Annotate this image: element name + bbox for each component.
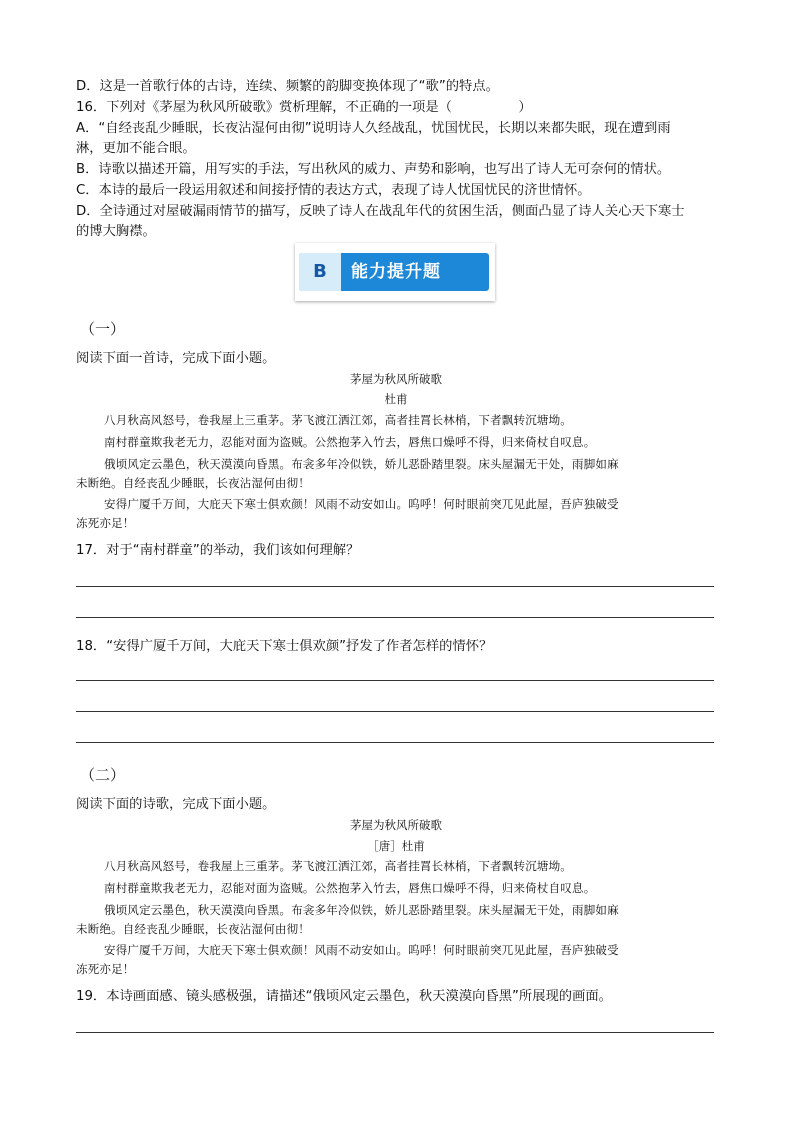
part1-instruction: 阅读下面一首诗，完成下面小题。 bbox=[76, 351, 276, 366]
part2-poem-line: 南村群童欺我老无力，忍能对面为盗贼。公然抱茅入竹去，唇焦口燥呼不得，归来倚杖自叹息。 bbox=[104, 881, 596, 895]
q17-answer-line[interactable] bbox=[76, 617, 714, 618]
part2-poem-line: 安得广厦千万间，大庇天下寒士俱欢颜！风雨不动安如山。呜呼！何时眼前突兀见此屋，吾庐独破受 bbox=[104, 943, 619, 957]
part2-instruction: 阅读下面的诗歌，完成下面小题。 bbox=[76, 797, 276, 812]
part2-poem-line: 俄顷风定云墨色，秋天漠漠向昏黑。布衾多年冷似铁，娇儿恶卧踏里裂。床头屋漏无干处，雨脚如麻 bbox=[104, 903, 619, 917]
badge-letter: B bbox=[299, 253, 341, 291]
part2-heading: （二） bbox=[80, 766, 126, 784]
q16-option-d: D．全诗通过对屋破漏雨情节的描写，反映了诗人在战乱年代的贫困生活，侧面凸显了诗人关心天下寒士 bbox=[76, 204, 685, 219]
q16-option-d-cont: 的博大胸襟。 bbox=[76, 224, 156, 239]
q16-option-c: C．本诗的最后一段运用叙述和间接抒情的表达方式，表现了诗人忧国忧民的济世情怀。 bbox=[76, 183, 591, 198]
q16-option-a: A．“自经丧乱少睡眠，长夜沾湿何由彻”说明诗人久经战乱，忧国忧民，长期以来都失眠，现在遭到雨 bbox=[76, 121, 671, 136]
section-badge bbox=[295, 243, 495, 301]
part1-poem-line: 安得广厦千万间，大庇天下寒士俱欢颜！风雨不动安如山。呜呼！何时眼前突兀见此屋，吾庐独破受 bbox=[104, 497, 619, 511]
q17-answer-line[interactable] bbox=[76, 586, 714, 587]
part2-poem-title: 茅屋为秋风所破歌 bbox=[350, 818, 442, 832]
q19-answer-line[interactable] bbox=[76, 1032, 714, 1033]
part1-poem-title: 茅屋为秋风所破歌 bbox=[350, 372, 442, 386]
part1-poem-line: 俄顷风定云墨色，秋天漠漠向昏黑。布衾多年冷似铁，娇儿恶卧踏里裂。床头屋漏无干处，雨脚如麻 bbox=[104, 457, 619, 471]
q19-stem: 19．本诗画面感、镜头感极强，请描述“俄顷风定云墨色，秋天漠漠向昏黑”所展现的画面。 bbox=[76, 989, 612, 1004]
part1-poem-line: 南村群童欺我老无力，忍能对面为盗贼。公然抱茅入竹去，唇焦口燥呼不得，归来倚杖自叹息。 bbox=[104, 435, 596, 449]
part1-poem-author: 杜甫 bbox=[384, 392, 408, 406]
part2-poem-author: ［唐］杜甫 bbox=[367, 839, 425, 853]
part2-poem-line: 未断绝。自经丧乱少睡眠，长夜沾湿何由彻！ bbox=[76, 922, 310, 936]
part2-poem-line: 八月秋高风怒号，卷我屋上三重茅。茅飞渡江洒江郊，高者挂罥长林梢，下者飘转沉塘坳。 bbox=[104, 859, 572, 873]
q18-answer-line[interactable] bbox=[76, 742, 714, 743]
part1-poem-line: 未断绝。自经丧乱少睡眠，长夜沾湿何由彻！ bbox=[76, 476, 310, 490]
q16-option-b: B．诗歌以描述开篇，用写实的手法，写出秋风的威力、声势和影响，也写出了诗人无可奈何的情状。 bbox=[76, 162, 671, 177]
q18-answer-line[interactable] bbox=[76, 680, 714, 681]
badge-title: 能力提升题 bbox=[351, 262, 441, 282]
part1-poem-line: 冻死亦足！ bbox=[76, 516, 135, 530]
q17-stem: 17．对于“南村群童”的举动，我们该如何理解？ bbox=[76, 543, 360, 558]
q15-option-d: D．这是一首歌行体的古诗，连续、频繁的韵脚变换体现了“歌”的特点。 bbox=[76, 79, 499, 94]
q18-answer-line[interactable] bbox=[76, 711, 714, 712]
part2-poem-line: 冻死亦足！ bbox=[76, 962, 135, 976]
q16-stem: 16．下列对《茅屋为秋风所破歌》赏析理解，不正确的一项是（ ） bbox=[76, 100, 532, 115]
part1-heading: （一） bbox=[80, 320, 126, 338]
q16-option-a-cont: 淋，更加不能合眼。 bbox=[76, 141, 196, 156]
q18-stem: 18．“安得广厦千万间，大庇天下寒士俱欢颜”抒发了作者怎样的情怀？ bbox=[76, 639, 493, 654]
part1-poem-line: 八月秋高风怒号，卷我屋上三重茅。茅飞渡江洒江郊，高者挂罥长林梢，下者飘转沉塘坳。 bbox=[104, 413, 572, 427]
